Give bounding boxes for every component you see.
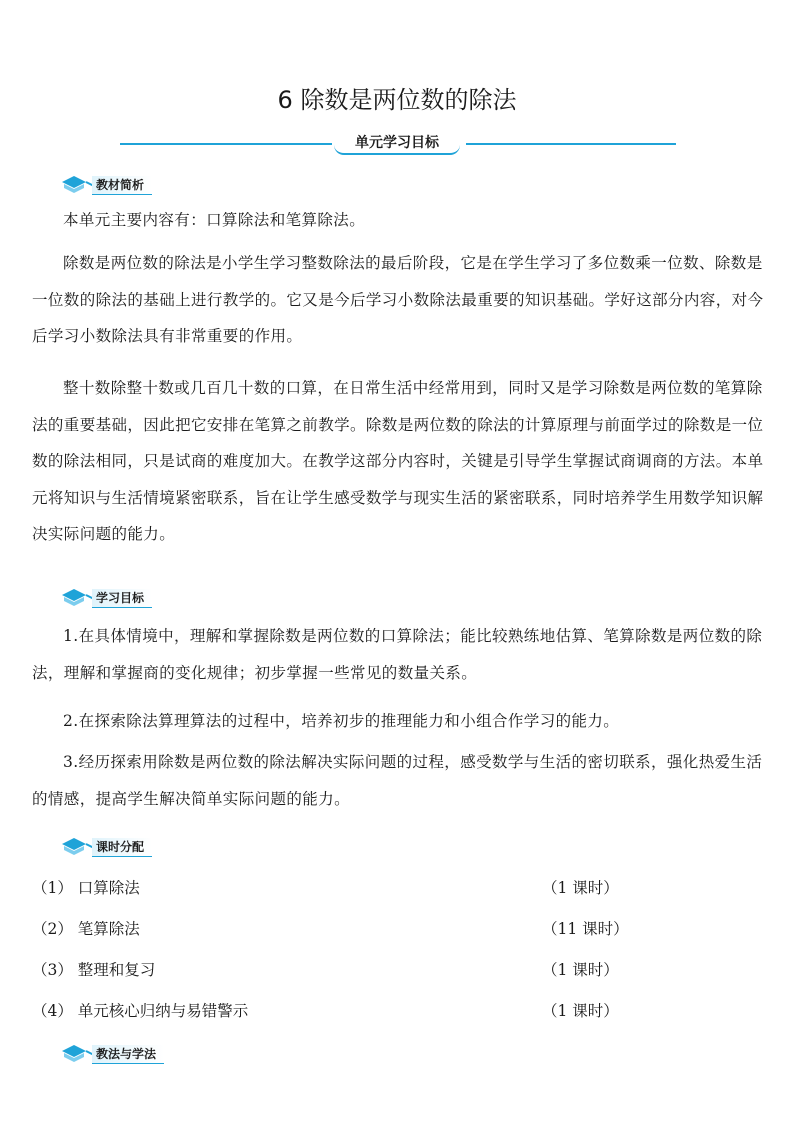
lesson-hours: （1 课时） [542, 961, 619, 979]
lesson-hours: （11 课时） [542, 920, 629, 938]
lesson-name: （1） 口算除法 [32, 879, 140, 897]
schedule-row [32, 876, 732, 900]
lesson-name: （2） 笔算除法 [32, 920, 140, 938]
lesson-hours: （1 课时） [542, 1002, 619, 1020]
unit-goals-banner [120, 131, 676, 157]
banner-line-right [466, 143, 676, 145]
banner-line-left [120, 143, 332, 145]
banner-label: 单元学习目标 [334, 131, 460, 155]
book-icon [60, 585, 96, 609]
book-icon [60, 834, 96, 858]
lesson-name: （3） 整理和复习 [32, 961, 156, 979]
section-tag: 学习目标 [92, 589, 152, 608]
analysis-paragraph: 本单元主要内容有：口算除法和笔算除法。 [63, 211, 366, 229]
section-tag: 课时分配 [92, 838, 152, 857]
schedule-row [32, 999, 732, 1023]
analysis-paragraph: 整十数除整十数或几百几十数的口算，在日常生活中经常用到，同时又是学习除数是两位数的笔算除法的重要基础，因此把它安排在笔算之前教学。除数是两位数的除法的计算原理与前面学过的除数是一位数的除法相同，只是试商的难度加大。在教学这部分内容时，关键是引导学生掌握试商调商的方法。本单元将知识与生活情境紧密联系，旨在让学生感受数学与现实生活的紧密联系，同时培养学生用数学知识解决实际问题的能力。 [32, 379, 764, 543]
lesson-name: （4） 单元核心归纳与易错警示 [32, 1002, 249, 1020]
page-title: 6 除数是两位数的除法 [277, 86, 517, 114]
schedule-row [32, 917, 732, 941]
lesson-hours: （1 课时） [542, 879, 619, 897]
section-tag: 教材简析 [92, 176, 152, 195]
section-tag: 教法与学法 [92, 1045, 164, 1064]
book-icon [60, 172, 96, 196]
book-icon [60, 1041, 96, 1065]
goal-item: 3.经历探索用除数是两位数的除法解决实际问题的过程，感受数学与生活的密切联系，强化热爱生活的情感，提高学生解决简单实际问题的能力。 [32, 753, 763, 808]
goal-item: 2.在探索除法算理算法的过程中，培养初步的推理能力和小组合作学习的能力。 [63, 712, 620, 730]
goal-item: 1.在具体情境中，理解和掌握除数是两位数的口算除法；能比较熟练地估算、笔算除数是两位数的除法，理解和掌握商的变化规律；初步掌握一些常见的数量关系。 [32, 627, 763, 682]
schedule-row [32, 958, 732, 982]
analysis-paragraph: 除数是两位数的除法是小学生学习整数除法的最后阶段，它是在学生学习了多位数乘一位数、除数是一位数的除法的基础上进行教学的。它又是今后学习小数除法最重要的知识基础。学好这部分内容，对今后学习小数除法具有非常重要的作用。 [32, 254, 764, 345]
